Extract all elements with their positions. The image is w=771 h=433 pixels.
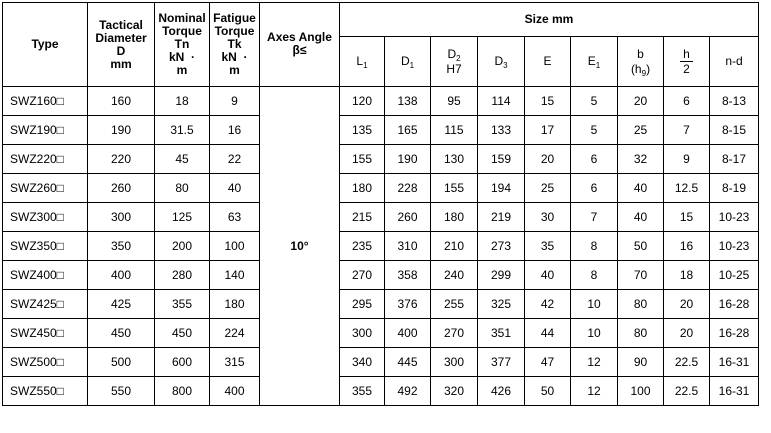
b-cell: 32: [618, 145, 664, 174]
table-row: [3, 203, 759, 232]
fatigue-torque-cell: 224: [210, 319, 260, 348]
table-row: [3, 319, 759, 348]
type-cell: SWZ220□: [3, 145, 88, 174]
d1-cell: 445: [385, 348, 431, 377]
d2-cell: 130: [431, 145, 478, 174]
e1-cell: 6: [571, 145, 618, 174]
type-cell: SWZ425□: [3, 290, 88, 319]
tactical-diameter-cell: 350: [88, 232, 155, 261]
l1-cell: 155: [340, 145, 385, 174]
header-nominal-torque-line: Tn: [174, 37, 190, 51]
d1-cell: 190: [385, 145, 431, 174]
h-half-cell: 7: [664, 116, 710, 145]
b-cell: 90: [618, 348, 664, 377]
spec-table-container: [2, 2, 759, 406]
b-cell: 80: [618, 290, 664, 319]
l1-cell: 340: [340, 348, 385, 377]
header-e: E: [525, 37, 571, 87]
h-half-fraction: [680, 47, 693, 76]
type-cell: SWZ350□: [3, 232, 88, 261]
header-axes-angle-line: β≤: [292, 43, 307, 57]
e-cell: 25: [525, 174, 571, 203]
fatigue-torque-cell: 140: [210, 261, 260, 290]
d2-cell: 255: [431, 290, 478, 319]
e-cell: 30: [525, 203, 571, 232]
header-tactical-diameter-line: D: [116, 43, 126, 58]
l1-cell: 295: [340, 290, 385, 319]
n-d-cell: 16-28: [710, 290, 759, 319]
header-d2-line2: H7: [446, 61, 462, 76]
header-axes-angle-line: Axes Angle: [267, 30, 332, 44]
header-d1: [385, 37, 431, 87]
d1-cell: 376: [385, 290, 431, 319]
d2-cell: 180: [431, 203, 478, 232]
nominal-torque-cell: 18: [155, 87, 210, 116]
type-cell: SWZ450□: [3, 319, 88, 348]
header-fatigue-torque-line: kN ·: [221, 50, 248, 64]
nominal-torque-cell: 280: [155, 261, 210, 290]
b-cell: 50: [618, 232, 664, 261]
tactical-diameter-cell: 300: [88, 203, 155, 232]
type-cell: SWZ160□: [3, 87, 88, 116]
header-tactical-diameter: [88, 3, 155, 87]
n-d-cell: 10-23: [710, 203, 759, 232]
fatigue-torque-cell: 16: [210, 116, 260, 145]
header-tactical-diameter-line: Diameter: [95, 30, 147, 45]
fatigue-torque-cell: 63: [210, 203, 260, 232]
tactical-diameter-cell: 220: [88, 145, 155, 174]
header-b-line2: [618, 63, 663, 76]
header-d2-line1: [431, 48, 477, 61]
l1-cell: 135: [340, 116, 385, 145]
n-d-cell: 16-28: [710, 319, 759, 348]
header-nominal-torque-line: Nominal: [158, 11, 206, 25]
fatigue-torque-cell: 100: [210, 232, 260, 261]
h-half-cell: 6: [664, 87, 710, 116]
type-cell: SWZ500□: [3, 348, 88, 377]
e-cell: 47: [525, 348, 571, 377]
header-b-line2-end: ): [646, 61, 651, 76]
nominal-torque-cell: 450: [155, 319, 210, 348]
tactical-diameter-cell: 190: [88, 116, 155, 145]
header-fatigue-torque-line: m: [229, 63, 240, 77]
h-half-cell: 18: [664, 261, 710, 290]
e1-cell: 7: [571, 203, 618, 232]
l1-cell: 180: [340, 174, 385, 203]
table-row: [3, 290, 759, 319]
type-cell: SWZ260□: [3, 174, 88, 203]
h-half-cell: 16: [664, 232, 710, 261]
e1-cell: 10: [571, 290, 618, 319]
header-type: Type: [3, 3, 88, 87]
n-d-cell: 8-15: [710, 116, 759, 145]
nominal-torque-cell: 80: [155, 174, 210, 203]
header-tactical-diameter-line: Tactical: [99, 17, 143, 32]
spec-table-body: [3, 87, 759, 406]
d3-cell: 219: [478, 203, 525, 232]
header-tactical-diameter-line: mm: [110, 56, 132, 71]
e-cell: 15: [525, 87, 571, 116]
d3-cell: 273: [478, 232, 525, 261]
axes-angle-value: 10°: [260, 87, 340, 406]
h-half-cell: 20: [664, 319, 710, 348]
fatigue-torque-cell: 315: [210, 348, 260, 377]
coupling-spec-table: [2, 2, 759, 406]
d3-cell: 325: [478, 290, 525, 319]
header-nominal-torque: [155, 3, 210, 87]
e1-cell: 10: [571, 319, 618, 348]
table-row: [3, 261, 759, 290]
nominal-torque-cell: 355: [155, 290, 210, 319]
n-d-cell: 8-17: [710, 145, 759, 174]
d2-cell: 95: [431, 87, 478, 116]
header-l1-sub: 1: [363, 61, 368, 70]
n-d-cell: 8-13: [710, 87, 759, 116]
e1-cell: 8: [571, 232, 618, 261]
header-d3: [478, 37, 525, 87]
header-d3-base: D: [494, 54, 504, 68]
d3-cell: 194: [478, 174, 525, 203]
d3-cell: 159: [478, 145, 525, 174]
header-axes-angle: [260, 3, 340, 87]
b-cell: 20: [618, 87, 664, 116]
n-d-cell: 16-31: [710, 377, 759, 406]
d3-cell: 114: [478, 87, 525, 116]
b-cell: 40: [618, 203, 664, 232]
header-nominal-torque-line: Torque: [162, 24, 202, 38]
b-cell: 40: [618, 174, 664, 203]
nominal-torque-cell: 45: [155, 145, 210, 174]
header-d1-sub: 1: [409, 61, 415, 70]
e1-cell: 8: [571, 261, 618, 290]
h-half-cell: 15: [664, 203, 710, 232]
header-d3-sub: 3: [503, 61, 508, 70]
fatigue-torque-cell: 9: [210, 87, 260, 116]
table-row: [3, 116, 759, 145]
table-row: [3, 348, 759, 377]
header-fatigue-torque-line: Torque: [214, 24, 255, 38]
l1-cell: 215: [340, 203, 385, 232]
header-fatigue-torque: [210, 3, 260, 87]
d2-cell: 300: [431, 348, 478, 377]
header-d2-sub: 2: [456, 53, 461, 63]
header-fatigue-torque-line: Fatigue: [213, 11, 256, 25]
b-cell: 100: [618, 377, 664, 406]
h-half-cell: 20: [664, 290, 710, 319]
header-n-d: n-d: [710, 37, 759, 87]
header-h-half: [664, 37, 710, 87]
header-size-group: Size mm: [340, 3, 759, 37]
d2-cell: 210: [431, 232, 478, 261]
l1-cell: 300: [340, 319, 385, 348]
tactical-diameter-cell: 550: [88, 377, 155, 406]
fatigue-torque-cell: 180: [210, 290, 260, 319]
header-e1-base: E: [587, 54, 596, 68]
d2-cell: 155: [431, 174, 478, 203]
d3-cell: 133: [478, 116, 525, 145]
e-cell: 17: [525, 116, 571, 145]
e1-cell: 5: [571, 116, 618, 145]
header-nominal-torque-line: kN ·: [168, 50, 195, 64]
header-nominal-torque-line: m: [176, 63, 188, 77]
d2-cell: 240: [431, 261, 478, 290]
header-e1-sub: 1: [595, 61, 601, 70]
nominal-torque-cell: 125: [155, 203, 210, 232]
e1-cell: 12: [571, 377, 618, 406]
tactical-diameter-cell: 450: [88, 319, 155, 348]
n-d-cell: 8-19: [710, 174, 759, 203]
tactical-diameter-cell: 425: [88, 290, 155, 319]
type-cell: SWZ190□: [3, 116, 88, 145]
d1-cell: 310: [385, 232, 431, 261]
d1-cell: 260: [385, 203, 431, 232]
d1-cell: 228: [385, 174, 431, 203]
e-cell: 20: [525, 145, 571, 174]
l1-cell: 355: [340, 377, 385, 406]
b-cell: 25: [618, 116, 664, 145]
header-e1: [571, 37, 618, 87]
header-fatigue-torque-line: Tk: [227, 37, 242, 51]
type-cell: SWZ400□: [3, 261, 88, 290]
tactical-diameter-cell: 400: [88, 261, 155, 290]
header-d2-base: D: [447, 46, 457, 61]
header-b-line2-start: (h: [630, 61, 642, 76]
type-cell: SWZ550□: [3, 377, 88, 406]
l1-cell: 235: [340, 232, 385, 261]
tactical-diameter-cell: 260: [88, 174, 155, 203]
d1-cell: 492: [385, 377, 431, 406]
d1-cell: 165: [385, 116, 431, 145]
fatigue-torque-cell: 40: [210, 174, 260, 203]
e1-cell: 6: [571, 174, 618, 203]
d1-cell: 400: [385, 319, 431, 348]
header-b-line2-sub: 9: [641, 68, 647, 78]
h-half-cell: 9: [664, 145, 710, 174]
l1-cell: 270: [340, 261, 385, 290]
d1-cell: 358: [385, 261, 431, 290]
header-b: [618, 37, 664, 87]
h-half-cell: 22.5: [664, 348, 710, 377]
n-d-cell: 10-23: [710, 232, 759, 261]
header-d2: [431, 37, 478, 87]
nominal-torque-cell: 600: [155, 348, 210, 377]
e-cell: 50: [525, 377, 571, 406]
d3-cell: 351: [478, 319, 525, 348]
h-half-cell: 22.5: [664, 377, 710, 406]
nominal-torque-cell: 200: [155, 232, 210, 261]
e-cell: 40: [525, 261, 571, 290]
type-cell: SWZ300□: [3, 203, 88, 232]
d2-cell: 320: [431, 377, 478, 406]
tactical-diameter-cell: 500: [88, 348, 155, 377]
e-cell: 42: [525, 290, 571, 319]
e-cell: 35: [525, 232, 571, 261]
d3-cell: 299: [478, 261, 525, 290]
e1-cell: 5: [571, 87, 618, 116]
header-b-line1: b: [637, 46, 644, 61]
d3-cell: 426: [478, 377, 525, 406]
n-d-cell: 10-25: [710, 261, 759, 290]
n-d-cell: 16-31: [710, 348, 759, 377]
d1-cell: 138: [385, 87, 431, 116]
header-d1-base: D: [400, 54, 410, 68]
fatigue-torque-cell: 400: [210, 377, 260, 406]
h-half-denominator: 2: [683, 62, 690, 76]
table-row: [3, 174, 759, 203]
table-row: [3, 145, 759, 174]
b-cell: 70: [618, 261, 664, 290]
d2-cell: 270: [431, 319, 478, 348]
nominal-torque-cell: 31.5: [155, 116, 210, 145]
d3-cell: 377: [478, 348, 525, 377]
header-l1-base: L: [356, 54, 364, 68]
nominal-torque-cell: 800: [155, 377, 210, 406]
tactical-diameter-cell: 160: [88, 87, 155, 116]
e1-cell: 12: [571, 348, 618, 377]
header-l1: [340, 37, 385, 87]
e-cell: 44: [525, 319, 571, 348]
table-row: [3, 232, 759, 261]
table-row: [3, 87, 759, 116]
table-row: [3, 377, 759, 406]
l1-cell: 120: [340, 87, 385, 116]
fatigue-torque-cell: 22: [210, 145, 260, 174]
b-cell: 80: [618, 319, 664, 348]
d2-cell: 115: [431, 116, 478, 145]
h-half-cell: 12.5: [664, 174, 710, 203]
h-half-numerator: h: [680, 47, 693, 62]
